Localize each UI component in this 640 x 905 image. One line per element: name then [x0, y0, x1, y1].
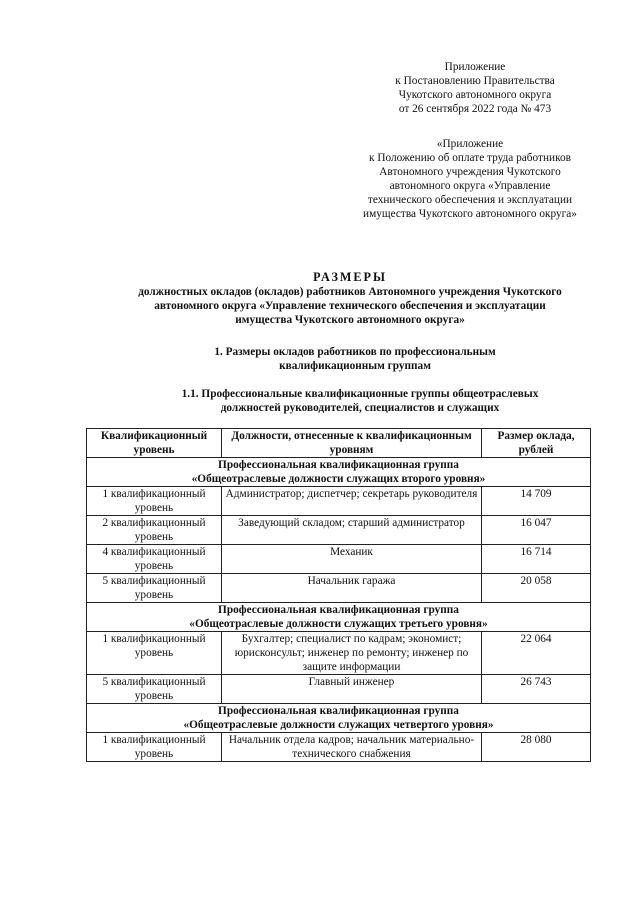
annex-sub-line: Автономного учреждения Чукотского [379, 166, 561, 178]
cell-level: 1 квалификационный уровень [87, 632, 222, 675]
cell-level: 1 квалификационный уровень [87, 733, 222, 762]
cell-positions: Начальник гаража [222, 574, 482, 603]
salary-table [86, 428, 591, 762]
cell-positions: Начальник отдела кадров; начальник материально-технического снабжения [222, 733, 482, 762]
annex-sub-line: «Приложение [436, 138, 504, 150]
cell-salary: 20 058 [482, 574, 591, 603]
annex-line: от 26 сентября 2022 года № 473 [398, 103, 552, 115]
cell-positions: Администратор; диспетчер; секретарь руководителя [222, 487, 482, 516]
section-heading-line: квалификационным группам [279, 360, 431, 372]
annex-line: Чукотского автономного округа [398, 89, 552, 101]
group-title-line: «Общеотраслевые должности служащих третьего уровня» [189, 618, 488, 630]
section-heading-line: 1. Размеры окладов работников по профессиональным [214, 346, 496, 358]
cell-salary: 14 709 [482, 487, 591, 516]
title-heading: РАЗМЕРЫ [313, 270, 387, 284]
cell-level: 2 квалификационный уровень [87, 516, 222, 545]
group-title-line: Профессиональная квалификационная группа [218, 705, 459, 717]
cell-salary: 16 047 [482, 516, 591, 545]
table-row [87, 632, 591, 675]
table-row [87, 574, 591, 603]
group-row [87, 458, 591, 487]
table-row [87, 545, 591, 574]
header-level: Квалификационный уровень [87, 429, 222, 458]
table-row [87, 516, 591, 545]
group-title-line: «Общеотраслевые должности служащих второго уровня» [191, 473, 486, 485]
title-line: должностных окладов (окладов) работников Автономного учреждения Чукотского [138, 286, 562, 298]
annex-sub-header [340, 137, 600, 221]
table-header-row [87, 429, 591, 458]
header-positions: Должности, отнесенные к квалификационным уровням [222, 429, 482, 458]
section-heading [140, 345, 570, 373]
cell-positions: Бухгалтер; специалист по кадрам; экономист; юрисконсульт; инженер по ремонту; инженер по защите информации [222, 632, 482, 675]
cell-salary: 28 080 [482, 733, 591, 762]
group-title [87, 458, 591, 487]
table-row [87, 487, 591, 516]
annex-sub-line: технического обеспечения и эксплуатации [367, 194, 573, 206]
group-title [87, 704, 591, 733]
subsection-heading-line: должностей руководителей, специалистов и служащих [220, 402, 500, 414]
cell-positions: Механик [222, 545, 482, 574]
cell-salary: 26 743 [482, 675, 591, 704]
table-row [87, 733, 591, 762]
cell-salary: 16 714 [482, 545, 591, 574]
cell-salary: 22 064 [482, 632, 591, 675]
group-row [87, 603, 591, 632]
group-title [87, 603, 591, 632]
cell-level: 5 квалификационный уровень [87, 675, 222, 704]
subsection-heading-line: 1.1. Профессиональные квалификационные группы общеотраслевых [181, 388, 539, 400]
table-row [87, 675, 591, 704]
header-salary: Размер оклада, рублей [482, 429, 591, 458]
subsection-heading [110, 387, 610, 415]
cell-level: 4 квалификационный уровень [87, 545, 222, 574]
cell-level: 5 квалификационный уровень [87, 574, 222, 603]
annex-sub-line: автономного округа «Управление [389, 180, 551, 192]
cell-level: 1 квалификационный уровень [87, 487, 222, 516]
group-row [87, 704, 591, 733]
group-title-line: «Общеотраслевые должности служащих четвертого уровня» [183, 719, 494, 731]
group-title-line: Профессиональная квалификационная группа [218, 604, 459, 616]
group-title-line: Профессиональная квалификационная группа [218, 459, 459, 471]
cell-positions: Заведующий складом; старший администратор [222, 516, 482, 545]
annex-sub-line: имущества Чукотского автономного округа» [363, 208, 577, 220]
title-line: имущества Чукотского автономного округа» [235, 314, 465, 326]
title-line: автономного округа «Управление технического обеспечения и эксплуатации [154, 300, 546, 312]
cell-positions: Главный инженер [222, 675, 482, 704]
annex-line: к Постановлению Правительства [395, 75, 555, 87]
document-title [80, 270, 620, 327]
annex-line: Приложение [444, 61, 506, 73]
annex-header [370, 60, 580, 116]
annex-sub-line: к Положению об оплате труда работников [369, 152, 571, 164]
